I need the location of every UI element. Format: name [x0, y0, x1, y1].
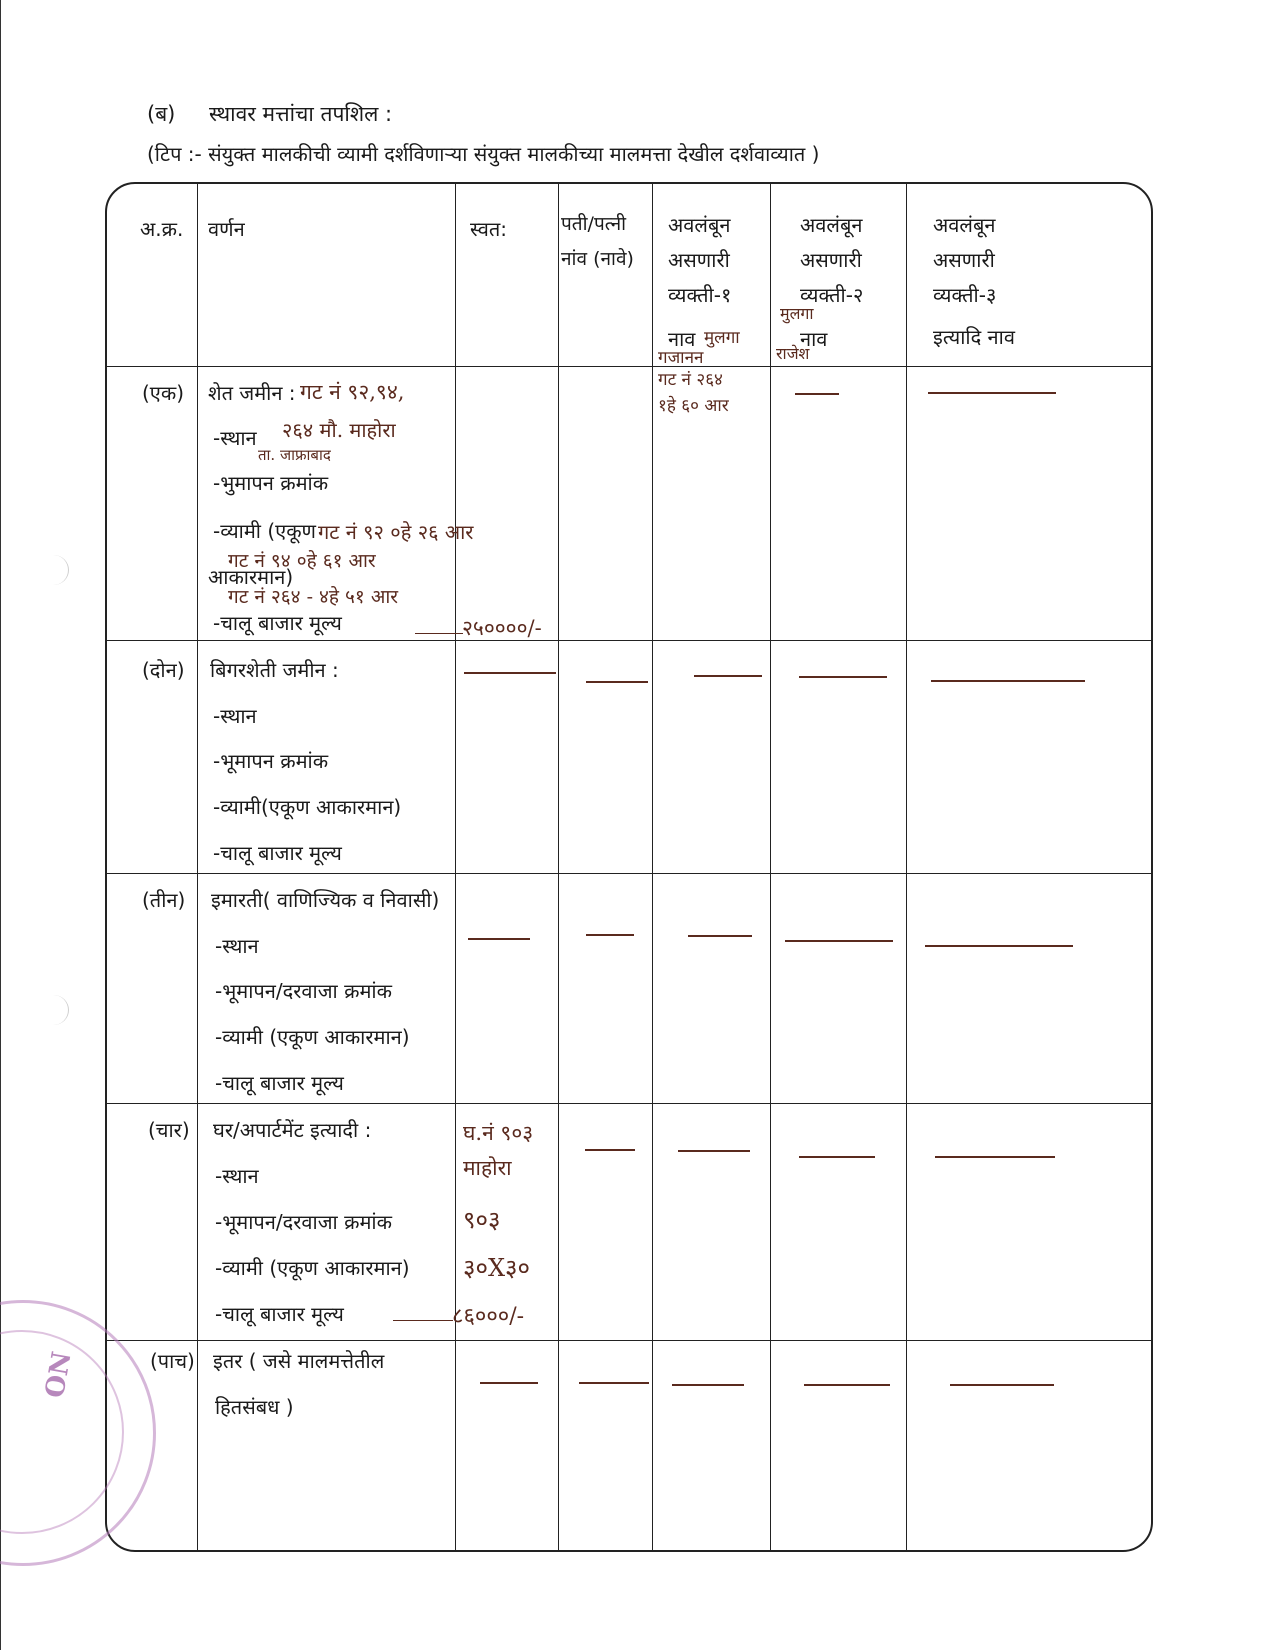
punch-hole [38, 995, 69, 1025]
nil-dash [678, 1150, 750, 1152]
section-label: (ब) [147, 102, 176, 126]
arrow-line [393, 1320, 453, 1321]
column-divider [197, 184, 198, 1550]
row-title: इमारती( वाणिज्यिक व निवासी) [211, 888, 440, 912]
row-title: घर/अपार्टमेंट इत्यादी : [213, 1118, 372, 1142]
column-divider [558, 184, 559, 1550]
handwritten-house-survey: ९०३ [463, 1206, 501, 1234]
row-serial: (तीन) [142, 888, 186, 912]
row-title: इतर ( जसे मालमत्तेतील [213, 1349, 385, 1373]
nil-dash [935, 1156, 1055, 1158]
row-serial: (पाच) [150, 1349, 195, 1373]
nil-dash [804, 1384, 890, 1386]
header-spouse-1: पती/पत्नी [561, 213, 627, 235]
row-field: -व्यामी (एकूण आकारमान) [215, 1256, 410, 1280]
nil-dash [585, 1149, 635, 1151]
column-divider [906, 184, 907, 1550]
nil-dash [464, 672, 556, 674]
handwritten-farm-value: २५००००/- [462, 616, 542, 640]
header-dep2-2: असणारी [800, 248, 862, 272]
punch-hole [38, 555, 69, 585]
handwritten-dep2-name: राजेश [776, 344, 810, 363]
nil-dash [480, 1382, 538, 1384]
header-dep3-1: अवलंबून [933, 213, 996, 237]
row-field: -चालू बाजार मूल्य [213, 841, 342, 865]
row-divider [107, 366, 1151, 367]
nil-dash [468, 938, 530, 940]
header-dep3-3: व्यक्ती-३ [933, 283, 997, 307]
handwritten-house-value: ८६०००/- [452, 1304, 525, 1329]
handwritten-farm-gat: गट नं ९२,९४, [300, 380, 405, 404]
row-field: -चालू बाजार मूल्य [215, 1071, 344, 1095]
nil-dash [931, 680, 1085, 682]
handwritten-dep2-relation: मुलगा [780, 304, 814, 323]
arrow-line [415, 633, 463, 634]
row-field: -स्थान [213, 426, 257, 450]
row-title: शेत जमीन : [208, 381, 296, 405]
row-field: -भूमापन/दरवाजा क्रमांक [215, 1210, 392, 1234]
header-dep2-1: अवलंबून [800, 213, 863, 237]
row-divider [107, 873, 1151, 874]
nil-dash [928, 392, 1056, 394]
section-heading [147, 100, 392, 128]
row-field: -व्यामी(एकूण आकारमान) [213, 795, 402, 819]
section-title: स्थावर मत्तांचा तपशिल : [209, 102, 393, 126]
nil-dash [925, 945, 1073, 947]
section-note: (टिप :- संयुक्त मालकीची व्यामी दर्शविणाऱ्या संयुक्त मालकीच्या मालमत्ता देखील दर्शवाव्यात ) [147, 142, 820, 166]
row-field: -भुमापन क्रमांक [213, 471, 329, 495]
row-field: -भूमापन/दरवाजा क्रमांक [215, 979, 392, 1003]
nil-dash [694, 675, 762, 677]
header-description: वर्णन [208, 217, 245, 241]
handwritten-house-location: माहोरा [463, 1156, 512, 1180]
nil-dash [799, 676, 887, 678]
nil-dash [586, 934, 634, 936]
row-field: -स्थान [213, 704, 257, 728]
handwritten-farm-taluka: ता. जाफ्राबाद [258, 446, 331, 464]
handwritten-house-no: घ.नं ९०३ [463, 1121, 534, 1145]
header-dep3-4: इत्यादि नाव [933, 325, 1015, 349]
column-divider [770, 184, 771, 1550]
row-title: बिगरशेती जमीन : [210, 658, 339, 682]
nil-dash [672, 1384, 744, 1386]
row-field: आकारमान) [208, 565, 294, 589]
row-serial: (एक) [142, 381, 185, 405]
nil-dash [688, 935, 752, 937]
nil-dash [795, 393, 839, 395]
row-serial: (दोन) [142, 658, 185, 682]
handwritten-farm-area: गट नं ९२ ०हे २६ आर [318, 520, 474, 544]
handwritten-dep1-name: गजानन [658, 348, 704, 368]
row-divider [107, 1103, 1151, 1104]
handwritten-farm-location: २६४ मौ. माहोरा [282, 418, 396, 442]
handwritten-dep1-area: १हे ६० आर [658, 396, 729, 416]
header-dep1-2: असणारी [668, 248, 730, 272]
nil-dash [579, 1382, 649, 1384]
row-divider [107, 640, 1151, 641]
row-serial: (चार) [148, 1118, 190, 1142]
row-field: -व्यामी (एकूण आकारमान) [215, 1025, 410, 1049]
header-dep2-4: नाव [800, 327, 828, 351]
handwritten-farm-area: गट नं ९४ ०हे ६१ आर [228, 550, 376, 572]
handwritten-house-area: ३०X३० [463, 1254, 531, 1282]
row-field: हितसंबध ) [215, 1395, 294, 1419]
header-dep1-1: अवलंबून [668, 213, 731, 237]
row-field: -चालू बाजार मूल्य [213, 611, 342, 635]
row-field: -भूमापन क्रमांक [213, 749, 329, 773]
row-field: -व्यामी (एकूण [213, 519, 317, 543]
header-self: स्वत: [470, 217, 508, 241]
nil-dash [586, 681, 648, 683]
row-field: -स्थान [215, 934, 259, 958]
header-serial: अ.क्र. [140, 217, 184, 241]
handwritten-farm-area: गट नं २६४ - ४हे ५१ आर [228, 586, 399, 608]
header-dep3-2: असणारी [933, 248, 995, 272]
row-field: -स्थान [215, 1164, 259, 1188]
row-divider [107, 1340, 1151, 1341]
column-divider [652, 184, 653, 1550]
nil-dash [950, 1384, 1054, 1386]
header-dep1-3: व्यक्ती-१ [668, 283, 732, 307]
nil-dash [785, 940, 893, 942]
nil-dash [799, 1156, 875, 1158]
stamp-text: ON [40, 1349, 78, 1401]
handwritten-dep1-relation: मुलगा [704, 328, 740, 348]
header-dep2-3: व्यक्ती-२ [800, 283, 864, 307]
handwritten-dep1-gat: गट नं २६४ [658, 370, 723, 390]
column-divider [455, 184, 456, 1550]
header-dep1-4: नाव [668, 327, 696, 351]
row-field: -चालू बाजार मूल्य [215, 1302, 344, 1326]
header-spouse-2: नांव (नावे) [561, 248, 634, 270]
